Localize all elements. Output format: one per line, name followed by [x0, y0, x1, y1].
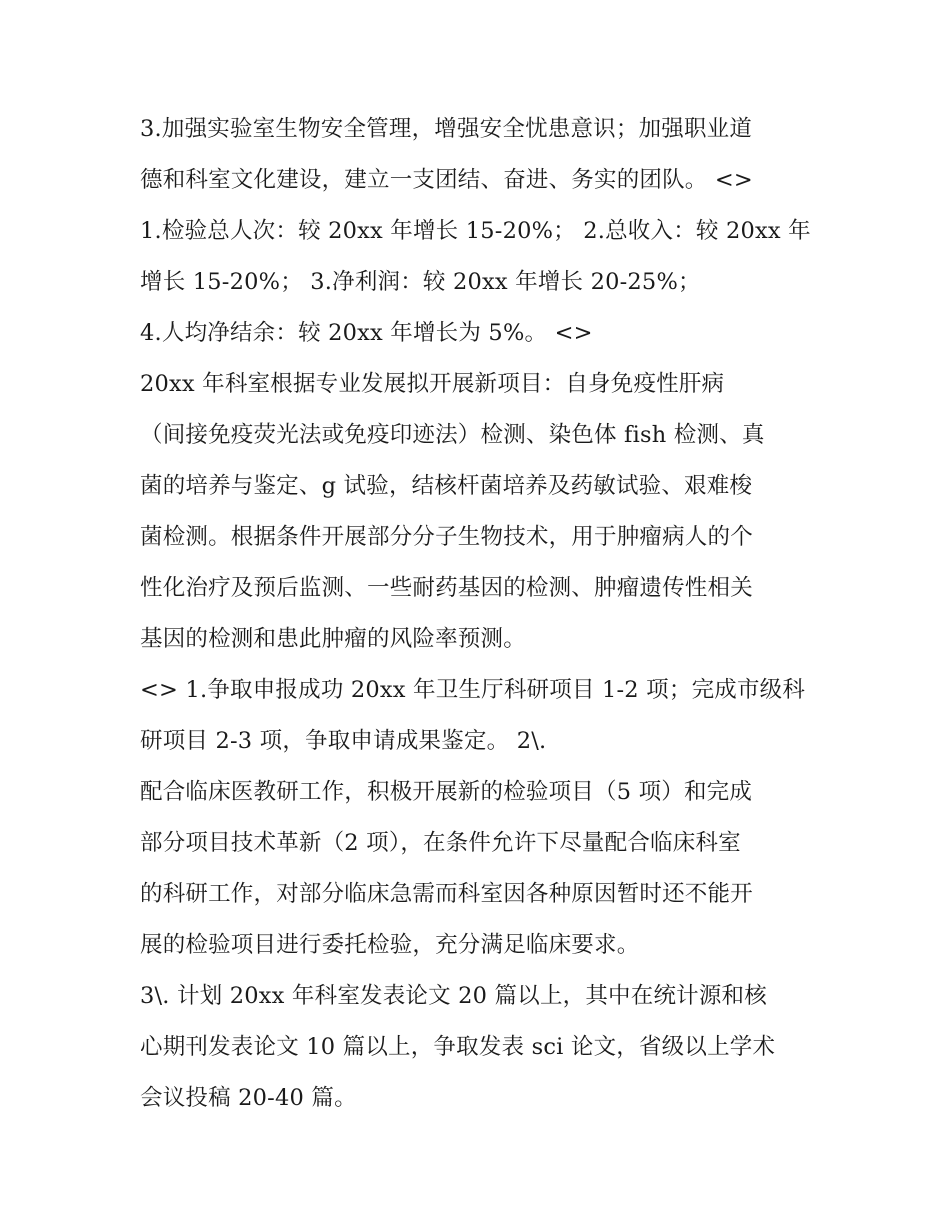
text-line: 配合临床医教研工作，积极开展新的检验项目（5 项）和完成	[140, 779, 753, 805]
text-line: 部分项目技术革新（2 项），在条件允许下尽量配合临床科室	[140, 830, 741, 856]
text-line: 会议投稿 20-40 篇。	[140, 1085, 357, 1111]
text-line: （间接免疫荧光法或免疫印迹法）检测、染色体 fish 检测、真	[140, 422, 765, 448]
text-line: 3.加强实验室生物安全管理，增强安全忧患意识；加强职业道	[140, 116, 753, 142]
text-line: 研项目 2-3 项，争取申请成果鉴定。 2\.	[140, 728, 547, 754]
text-line: 1.检验总人次：较 20xx 年增长 15-20%； 2.总收入：较 20xx 年	[140, 218, 811, 244]
text-line: 性化治疗及预后监测、一些耐药基因的检测、肿瘤遗传性相关	[140, 575, 753, 601]
text-line: 3\. 计划 20xx 年科室发表论文 20 篇以上，其中在统计源和核	[140, 983, 767, 1009]
text-line: 菌检测。根据条件开展部分分子生物技术，用于肿瘤病人的个	[140, 524, 753, 550]
document-body	[140, 104, 830, 1124]
text-line: 德和科室文化建设，建立一支团结、奋进、务实的团队。 <>	[140, 167, 753, 193]
text-line: 菌的培养与鉴定、g 试验，结核杆菌培养及药敏试验、艰难梭	[140, 473, 753, 499]
text-line: 的科研工作，对部分临床急需而科室因各种原因暂时还不能开	[140, 881, 753, 907]
text-line: 基因的检测和患此肿瘤的风险率预测。	[140, 626, 526, 652]
text-line: 20xx 年科室根据专业发展拟开展新项目：自身免疫性肝病	[140, 371, 725, 397]
text-line: 心期刊发表论文 10 篇以上，争取发表 sci 论文，省级以上学术	[140, 1034, 776, 1060]
text-line: <> 1.争取申报成功 20xx 年卫生厅科研项目 1-2 项；完成市级科	[140, 677, 806, 703]
text-line: 4.人均净结余：较 20xx 年增长为 5%。 <>	[140, 320, 593, 346]
text-line: 展的检验项目进行委托检验，充分满足临床要求。	[140, 932, 640, 958]
text-line: 增长 15-20%； 3.净利润：较 20xx 年增长 20-25%；	[140, 269, 701, 295]
